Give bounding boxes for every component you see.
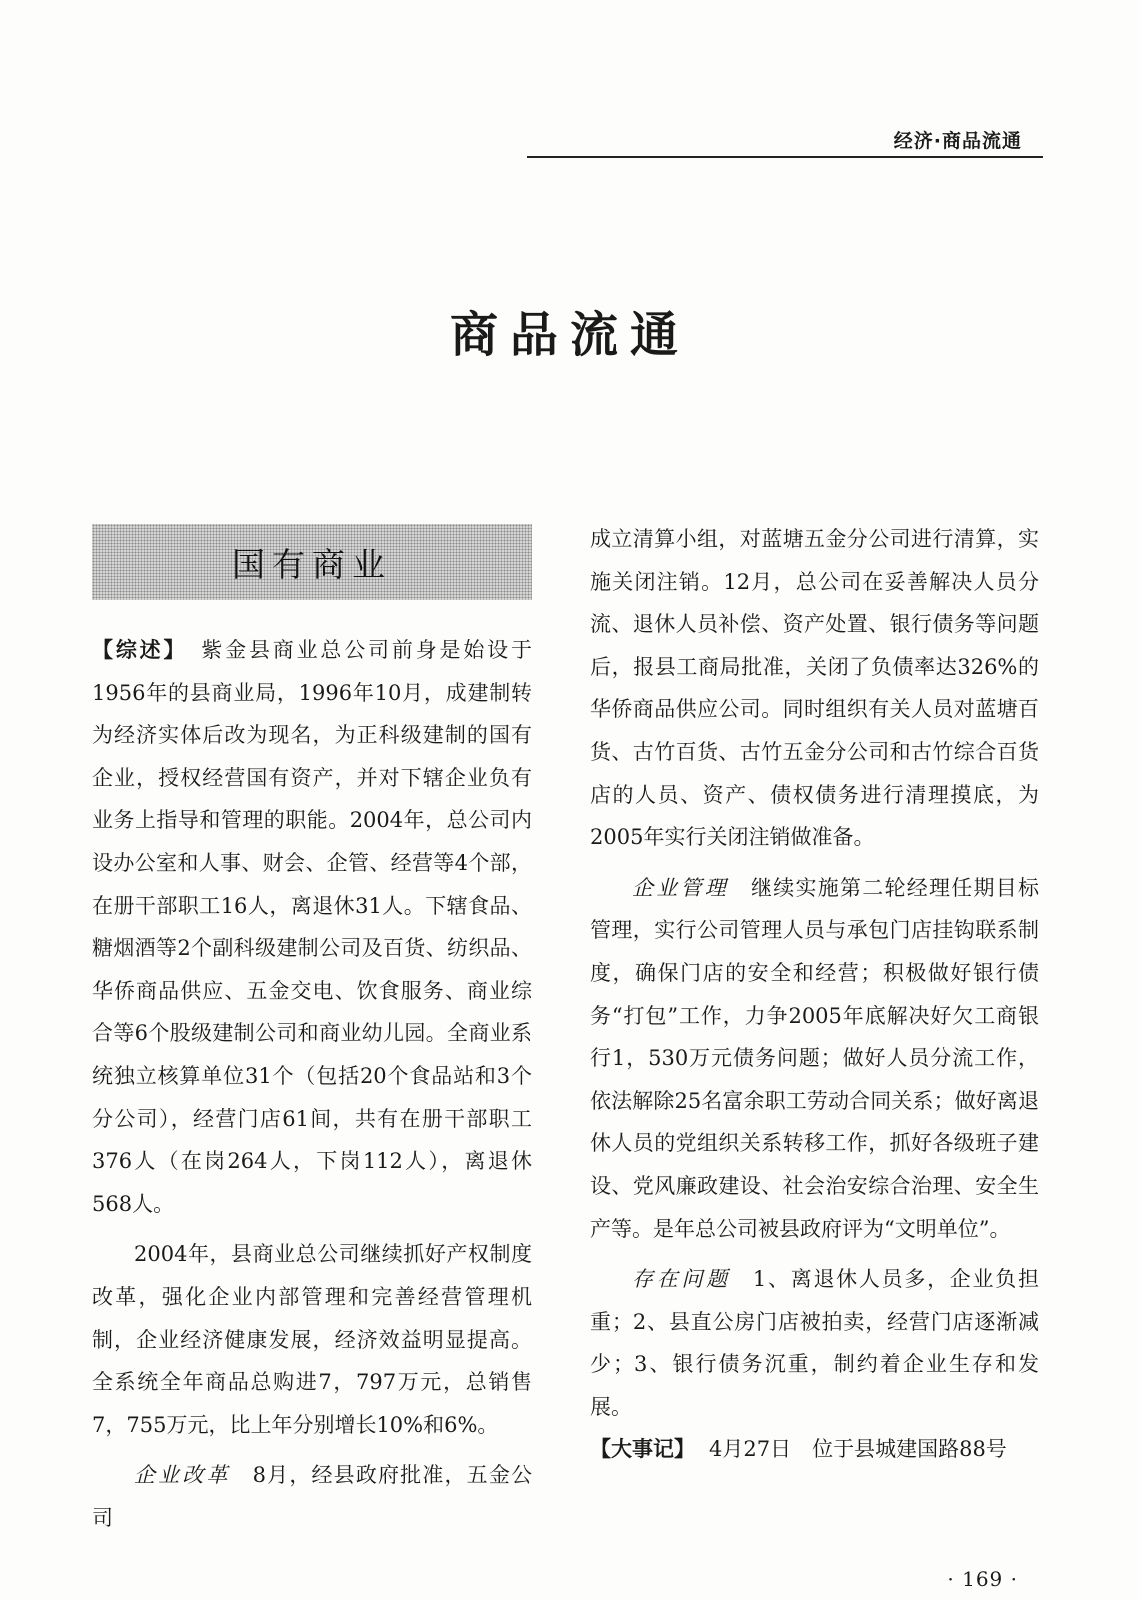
events-text: 4月27日 位于县城建国路88号	[709, 1437, 1007, 1462]
overview-paragraph	[92, 629, 532, 1225]
management-text: 继续实施第二轮经理任期目标管理，实行公司管理人员与承包门店挂钩联系制度，确保门店的安全和经营；积极做好银行债务“打包”工作，力争2005年底解决好欠工商银行1，530万元债务问题；做好人员分流工作，依法解除25名富余职工劳动合同关系；做好离退休人员的党组织关系转移工作，抓好各级班子建设、党风廉政建设、社会治安综合治理、安全生产等。是年总公司被县政府评为“文明单位”。	[590, 875, 1039, 1241]
reform-text: 8月，经县政府批准，五金公司	[92, 1463, 532, 1530]
management-label: 企业管理	[632, 875, 729, 900]
header-rule	[527, 156, 1043, 158]
reform-paragraph	[92, 1454, 532, 1539]
running-head: 经济·商品流通	[893, 130, 1022, 152]
problems-text: 1、离退休人员多，企业负担重；2、县直公房门店被拍卖，经营门店逐渐减少；3、银行债务沉重，制约着企业生存和发展。	[590, 1267, 1039, 1419]
reform-continued-paragraph: 成立清算小组，对蓝塘五金分公司进行清算，实施关闭注销。12月，总公司在妥善解决人员分流、退休人员补偿、资产处置、银行债务等问题后，报县工商局批准，关闭了负债率达326%的华侨商品供应公司。同时组织有关人员对蓝塘百货、古竹百货、古竹五金分公司和古竹综合百货店的人员、资产、债权债务进行清理摸底，为2005年实行关闭注销做准备。	[590, 527, 1039, 850]
problems-label: 存在问题	[632, 1267, 731, 1292]
page-number: · 169 ·	[947, 1567, 1018, 1591]
section-title: 国有商业	[232, 544, 392, 584]
right-column	[590, 518, 1039, 1471]
overview-tag: 【综述】	[92, 638, 188, 662]
left-column	[92, 629, 532, 1539]
events-paragraph	[590, 1428, 1039, 1471]
page-title: 商品流通	[449, 307, 690, 363]
management-paragraph	[590, 867, 1039, 1250]
problems-paragraph	[590, 1258, 1039, 1428]
summary-paragraph: 2004年，县商业总公司继续抓好产权制度改革，强化企业内部管理和完善经营管理机制，企业经济健康发展，经济效益明显提高。全系统全年商品总购进7，797万元，总销售7，755万元，比上年分别增长10%和6%。	[92, 1242, 532, 1437]
section-banner	[92, 524, 532, 600]
reform-label: 企业改革	[134, 1463, 231, 1488]
overview-text: 紫金县商业总公司前身是始设于1956年的县商业局，1996年10月，成建制转为经济实体后改为现名，为正科级建制的国有企业，授权经营国有资产，并对下辖企业负有业务上指导和管理的职能。2004年，总公司内设办公室和人事、财会、企管、经营等4个部，在册干部职工16人，离退休31人。下辖食品、糖烟酒等2个副科级建制公司及百货、纺织品、华侨商品供应、五金交电、饮食服务、商业综合等6个股级建制公司和商业幼儿园。全商业系统独立核算单位31个（包括20个食品站和3个分公司），经营门店61间，共有在册干部职工376人（在岗264人，下岗112人），离退休568人。	[92, 638, 533, 1216]
events-tag: 【大事记】	[590, 1437, 695, 1462]
